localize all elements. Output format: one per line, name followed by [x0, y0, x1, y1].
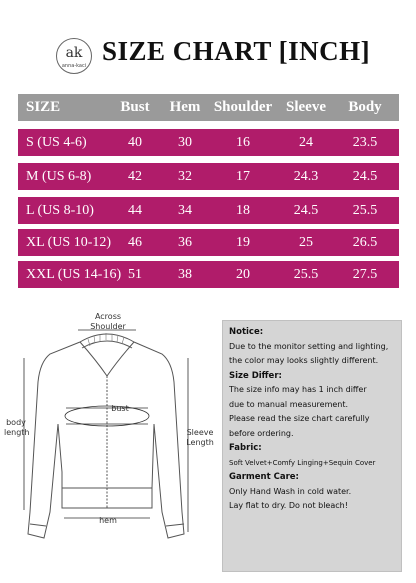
table-cell: L (US 8-10) [26, 203, 94, 218]
table-cell: 44 [128, 203, 142, 218]
notice-line: The size info may has 1 inch differ [229, 385, 367, 394]
table-row [18, 229, 399, 256]
notice-line: Lay flat to dry. Do not bleach! [229, 501, 348, 510]
bust-label: bust [111, 404, 129, 413]
jacket-outline-icon [0, 312, 216, 583]
table-row [18, 129, 399, 156]
table-cell: XL (US 10-12) [26, 235, 112, 250]
table-cell: 25 [299, 235, 313, 250]
table-header-cell: Bust [120, 99, 150, 115]
page-title: SIZE CHART [INCH] [102, 36, 371, 66]
table-header-cell: Body [348, 99, 382, 115]
table-cell: 24 [299, 135, 313, 150]
across-shoulder-label: Across [94, 312, 122, 321]
table-cell: 40 [128, 135, 142, 150]
table-cell: 30 [178, 135, 192, 150]
brand-logo [56, 38, 92, 74]
jacket-diagram [0, 312, 216, 583]
table-cell: S (US 4-6) [26, 135, 87, 150]
table-cell: 38 [178, 267, 192, 282]
table-row [18, 163, 399, 190]
table-cell: 51 [128, 267, 142, 282]
table-header-cell: Shoulder [213, 99, 273, 115]
table-cell: 32 [178, 169, 192, 184]
across-shoulder-label-2: Shoulder [90, 322, 126, 331]
notice-line: the color may looks slightly different. [229, 356, 379, 365]
table-cell: 24.5 [293, 203, 319, 218]
table-header-cell: Hem [169, 99, 201, 115]
notice-box [222, 320, 402, 572]
table-cell: 26.5 [352, 235, 378, 250]
table-cell: 46 [128, 235, 142, 250]
notice-line: due to manual measurement. [229, 399, 349, 409]
table-row [18, 197, 399, 224]
sleeve-length-label-2: Length [186, 438, 214, 447]
table-cell: 24.5 [352, 169, 378, 184]
body-length-label-2: length [4, 428, 30, 437]
table-cell: 27.5 [352, 267, 378, 282]
notice-line: Only Hand Wash in cold water. [229, 486, 352, 496]
table-cell: 25.5 [352, 203, 378, 218]
hem-label: hem [99, 516, 117, 525]
notice-line: Due to the monitor setting and lighting, [229, 341, 389, 351]
table-header-cell: Sleeve [286, 99, 326, 115]
table-cell: 16 [236, 135, 250, 150]
table-header-row [18, 94, 399, 121]
table-cell: 17 [236, 169, 250, 184]
notice-line: before ordering. [229, 428, 294, 438]
table-header-cell: SIZE [26, 99, 61, 115]
logo-text: anna-kaci [61, 63, 87, 69]
table-cell: M (US 6-8) [26, 169, 92, 184]
notice-heading: Garment Care: [229, 472, 299, 482]
table-cell: 36 [178, 235, 192, 250]
body-length-label: body [6, 418, 26, 427]
notice-heading: Fabric: [229, 443, 262, 453]
logo-mark: ak [65, 45, 83, 61]
table-cell: 42 [128, 169, 142, 184]
table-row [18, 261, 399, 288]
table-cell: XXL (US 14-16) [26, 267, 122, 282]
notice-heading: Notice: [229, 327, 264, 337]
header [0, 30, 416, 74]
notice-heading: Size Differ: [229, 370, 282, 381]
table-cell: 24.3 [293, 169, 319, 184]
table-cell: 23.5 [352, 135, 378, 150]
sleeve-length-label: Sleeve [186, 428, 214, 437]
notice-line: Please read the size chart carefully [229, 414, 370, 423]
notice-line: Soft Velvet+Comfy Linging+Sequin Cover [229, 458, 376, 467]
table-cell: 19 [236, 235, 250, 250]
table-cell: 20 [236, 267, 250, 282]
table-cell: 25.5 [293, 267, 319, 282]
table-cell: 18 [236, 203, 250, 218]
table-cell: 34 [178, 203, 192, 218]
